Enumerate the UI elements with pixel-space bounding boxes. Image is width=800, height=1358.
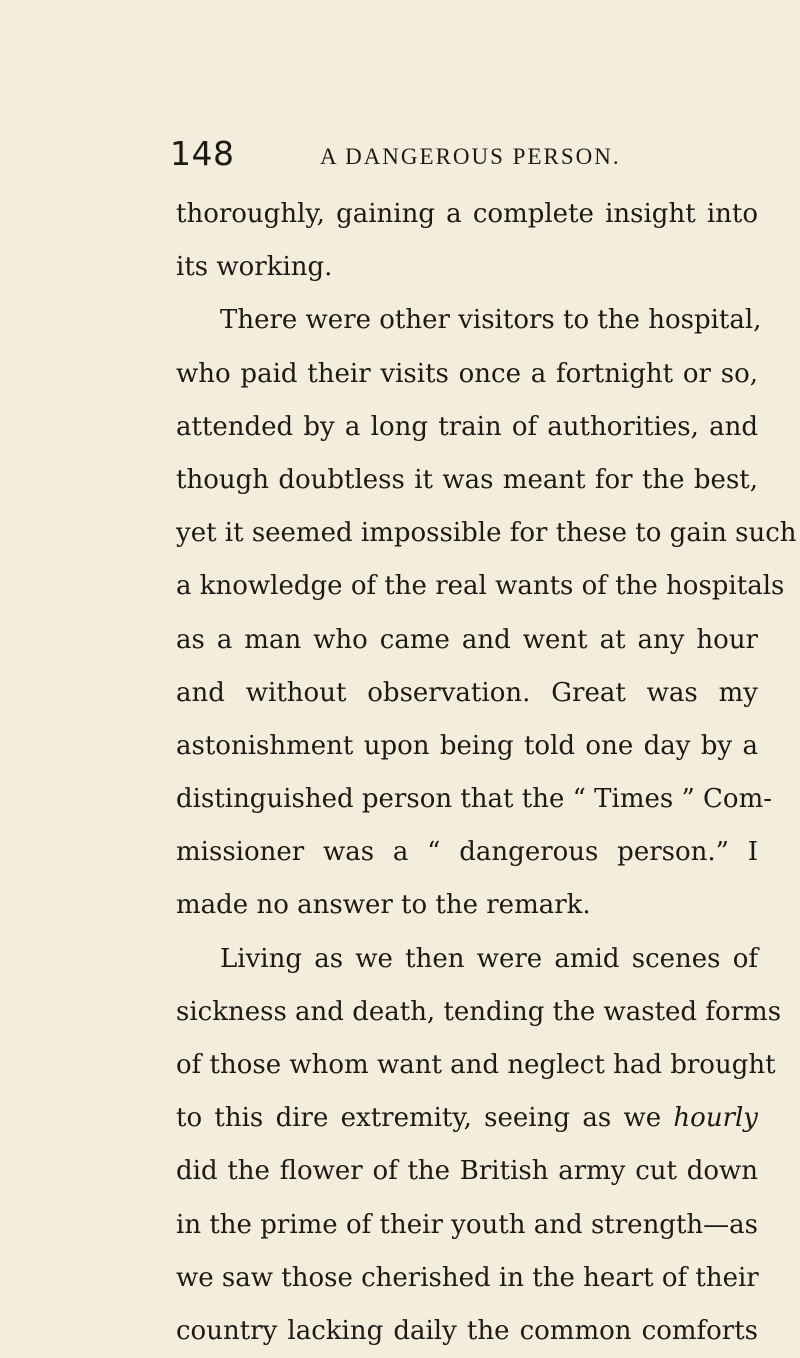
italic-word: hourly xyxy=(673,1103,758,1134)
running-head: A DANGEROUS PERSON. xyxy=(320,144,621,169)
page-header xyxy=(170,128,630,178)
text-line: country lacking daily the common comforts xyxy=(176,1315,758,1346)
text-line: thoroughly, gaining a complete insight into xyxy=(176,199,758,229)
text-line: astonishment upon being told one day by a xyxy=(176,730,758,761)
text-line: we saw those cherished in the heart of their xyxy=(176,1262,759,1293)
text-line xyxy=(176,1092,758,1145)
text-line: though doubtless it was meant for the best, xyxy=(176,464,758,495)
text-line: who paid their visits once a fortnight or so, xyxy=(176,358,758,389)
text-line: made no answer to the remark. xyxy=(176,890,591,921)
page-number: 148 xyxy=(170,134,235,173)
text-line: distinguished person that the “ Times ” Com- xyxy=(176,784,773,815)
text-line: and without observation. Great was my xyxy=(176,677,758,708)
body-text xyxy=(176,188,797,1358)
text-line: did the flower of the British army cut down xyxy=(176,1156,758,1187)
text-line: its working. xyxy=(176,252,333,283)
text-line: a knowledge of the real wants of the hospitals xyxy=(176,571,785,602)
text-line: There were other visitors to the hospital, xyxy=(220,305,762,336)
text-segment: to this dire extremity, seeing as we xyxy=(176,1103,662,1134)
text-line: missioner was a “ dangerous person.” I xyxy=(176,837,758,868)
text-line: as a man who came and went at any hour xyxy=(176,624,758,655)
text-line: yet it seemed impossible for these to gain such xyxy=(176,518,797,549)
text-line: sickness and death, tending the wasted forms xyxy=(176,996,782,1027)
text-line: of those whom want and neglect had brought xyxy=(176,1050,776,1080)
text-line: attended by a long train of authorities, and xyxy=(176,411,758,442)
text-line: Living as we then were amid scenes of xyxy=(220,943,758,974)
text-line: in the prime of their youth and strength—as xyxy=(176,1209,758,1240)
